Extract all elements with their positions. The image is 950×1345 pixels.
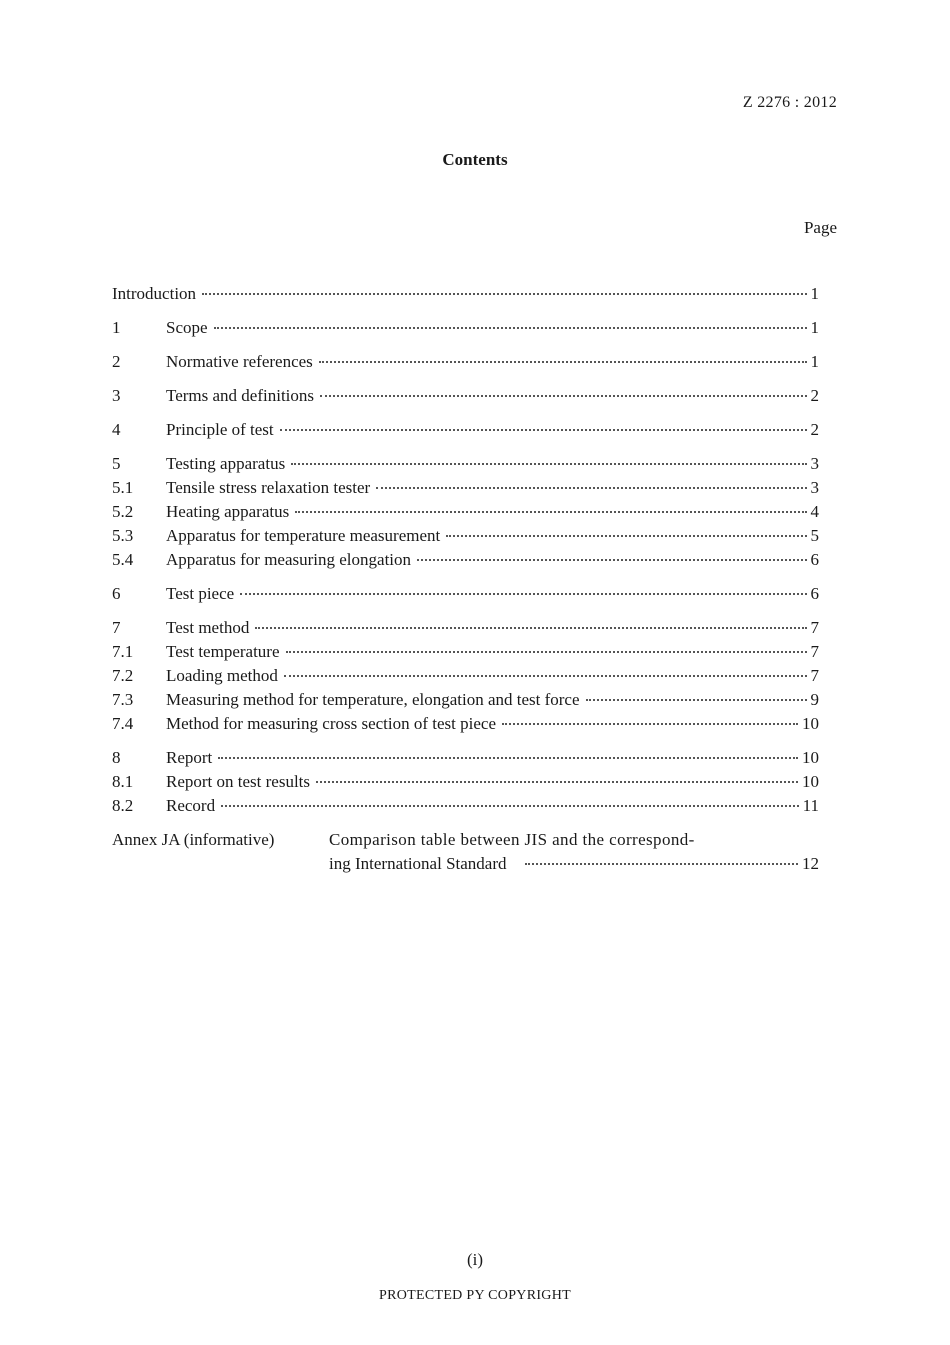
toc-entry-title: Test piece <box>166 584 235 603</box>
toc-entry-number: 7.2 <box>112 666 134 685</box>
dot-leader <box>218 757 798 759</box>
toc-entry-page: 1 <box>810 352 819 371</box>
toc-entry[interactable] <box>112 548 819 572</box>
dot-leader <box>417 559 806 561</box>
toc-group <box>112 452 819 572</box>
dot-leader <box>286 651 807 653</box>
toc-entry-page: 2 <box>810 386 819 405</box>
toc-entry-title: Measuring method for temperature, elongation and test force <box>166 690 580 709</box>
toc-entry-number: 7 <box>112 618 121 637</box>
annex-title-line-2 <box>329 852 819 876</box>
toc-entry-number: 2 <box>112 352 121 371</box>
toc-entry-number: 5.1 <box>112 478 134 497</box>
dot-leader <box>291 463 806 465</box>
toc-entry-page: 7 <box>810 666 819 685</box>
toc-entry-page: 3 <box>810 478 819 497</box>
toc-entry-number: 4 <box>112 420 121 439</box>
dot-leader <box>214 327 807 329</box>
toc-entry[interactable] <box>112 616 819 640</box>
footer-page-number: (i) <box>466 1250 484 1269</box>
toc-entry-page: 10 <box>802 714 819 733</box>
dot-leader <box>320 395 806 397</box>
toc-entry-title: Apparatus for measuring elongation <box>166 550 412 569</box>
toc-entry-page: 9 <box>810 690 819 709</box>
toc-entry-title: Introduction <box>112 284 197 303</box>
toc-entry-page: 7 <box>810 618 819 637</box>
toc-entry-page: 5 <box>810 526 819 545</box>
dot-leader <box>221 805 799 807</box>
toc-entry-title: Principle of test <box>166 420 274 439</box>
toc-entry-page: 6 <box>810 584 819 603</box>
toc-entry[interactable] <box>112 316 819 340</box>
toc-entry-number: 3 <box>112 386 121 405</box>
toc-entry-page: 2 <box>810 420 819 439</box>
toc-entry-page: 7 <box>810 642 819 661</box>
toc-entry-title: Test temperature <box>166 642 280 661</box>
toc-group <box>112 350 819 374</box>
toc-entry-page: 3 <box>810 454 819 473</box>
toc-entry-title: Terms and definitions <box>166 386 315 405</box>
dot-leader <box>586 699 807 701</box>
toc-group <box>112 418 819 442</box>
toc-entry-number: 8 <box>112 748 121 767</box>
toc-entry-number: 8.2 <box>112 796 134 815</box>
toc-entry-page: 11 <box>802 796 819 815</box>
toc-entry-page: 1 <box>810 318 819 337</box>
toc-group <box>112 384 819 408</box>
toc-entry-number: 7.3 <box>112 690 134 709</box>
toc-entry-title: Report <box>166 748 213 767</box>
toc-entry-number: 6 <box>112 584 121 603</box>
dot-leader <box>502 723 798 725</box>
annex-page: 12 <box>802 854 819 873</box>
toc-entry-number: 5.3 <box>112 526 134 545</box>
toc-entry-title: Apparatus for temperature measurement <box>166 526 441 545</box>
toc-group <box>112 616 819 736</box>
toc-entry-page: 10 <box>802 772 819 791</box>
annex-title <box>329 828 819 876</box>
toc-entry[interactable] <box>112 688 819 712</box>
toc-entry-title: Record <box>166 796 216 815</box>
page-column-label: Page <box>803 218 837 237</box>
dot-leader <box>280 429 807 431</box>
dot-leader <box>316 781 798 783</box>
contents-title: Contents <box>442 150 508 169</box>
toc-entry-number: 7.4 <box>112 714 134 733</box>
toc-entry[interactable] <box>112 794 819 818</box>
toc-entry-title: Method for measuring cross section of test piece <box>166 714 496 733</box>
toc-entry[interactable] <box>112 582 819 606</box>
toc-entry[interactable] <box>112 476 819 500</box>
toc-entry-title: Scope <box>166 318 208 337</box>
toc-group <box>112 582 819 606</box>
toc-entry-title: Testing apparatus <box>166 454 286 473</box>
dot-leader <box>319 361 807 363</box>
toc-annex-entry[interactable] <box>112 828 819 876</box>
toc-entry[interactable] <box>112 500 819 524</box>
toc-entry-title: Report on test results <box>166 772 311 791</box>
toc-entry[interactable] <box>112 746 819 770</box>
toc-entry-number: 5 <box>112 454 121 473</box>
toc-entry-title: Test method <box>166 618 250 637</box>
toc-entry-title: Heating apparatus <box>166 502 290 521</box>
footer-copyright: PROTECTED PY COPYRIGHT <box>379 1288 571 1303</box>
dot-leader <box>525 863 798 865</box>
dot-leader <box>284 675 807 677</box>
dot-leader <box>202 293 806 295</box>
toc-entry-page: 6 <box>810 550 819 569</box>
toc-entry-title: Loading method <box>166 666 278 685</box>
toc-entry-number: 7.1 <box>112 642 134 661</box>
dot-leader <box>240 593 806 595</box>
dot-leader <box>255 627 806 629</box>
toc-entry[interactable] <box>112 418 819 442</box>
annex-title-line-1: Comparison table between JIS and the correspond- <box>329 830 695 849</box>
toc-entry-number: 8.1 <box>112 772 134 791</box>
dot-leader <box>446 535 806 537</box>
toc-entry-number: 5.4 <box>112 550 134 569</box>
annex-title-text: ing International Standard <box>329 854 507 873</box>
toc-entry-title: Tensile stress relaxation tester <box>166 478 371 497</box>
toc-entry-number: 5.2 <box>112 502 134 521</box>
standard-number: Z 2276 : 2012 <box>742 94 837 111</box>
toc-entry-page: 4 <box>810 502 819 521</box>
toc-entry[interactable] <box>112 640 819 664</box>
toc-group <box>112 746 819 818</box>
toc-entry-number: 1 <box>112 318 121 337</box>
toc-entry[interactable] <box>112 282 819 306</box>
toc-entry[interactable] <box>112 350 819 374</box>
toc-entry[interactable] <box>112 770 819 794</box>
toc-entry[interactable] <box>112 452 819 476</box>
toc-entry-page: 1 <box>810 284 819 303</box>
dot-leader <box>376 487 806 489</box>
toc-entry[interactable] <box>112 524 819 548</box>
toc-group <box>112 282 819 306</box>
toc-entry[interactable] <box>112 664 819 688</box>
table-of-contents <box>112 282 819 876</box>
toc-entry[interactable] <box>112 712 819 736</box>
dot-leader <box>295 511 806 513</box>
toc-group <box>112 316 819 340</box>
toc-entry-page: 10 <box>802 748 819 767</box>
toc-entry-title: Normative references <box>166 352 313 371</box>
annex-label: Annex JA (informative) <box>112 830 275 849</box>
toc-entry[interactable] <box>112 384 819 408</box>
